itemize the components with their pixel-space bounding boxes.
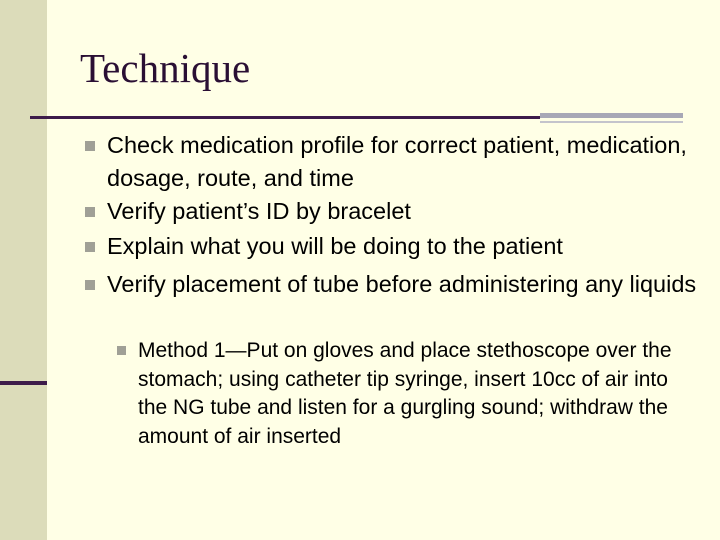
bullet-item bbox=[85, 268, 705, 301]
bullet-item bbox=[85, 129, 705, 195]
square-bullet-icon bbox=[85, 207, 95, 217]
title-divider-accent bbox=[540, 113, 683, 118]
left-accent-bar bbox=[0, 381, 47, 385]
bullet-text: Verify placement of tube before administering any liquids bbox=[107, 271, 697, 297]
bullet-text: Explain what you will be doing to the patient bbox=[107, 233, 563, 259]
bullet-item bbox=[85, 195, 705, 228]
sub-bullet-text: Method 1—Put on gloves and place stethoscope over the stomach; using catheter tip syringe, insert 10cc of air into the NG tube and listen for a gurgling sound; withdraw the amount of air inserted bbox=[138, 339, 672, 448]
title-divider-accent-thin bbox=[540, 121, 683, 123]
bullet-item bbox=[85, 230, 705, 263]
square-bullet-icon bbox=[85, 280, 95, 290]
square-bullet-icon bbox=[85, 141, 95, 151]
title-divider bbox=[30, 116, 540, 119]
sub-bullet-item bbox=[117, 337, 677, 451]
bullet-text: Verify patient’s ID by bracelet bbox=[107, 198, 411, 224]
slide-title: Technique bbox=[80, 45, 251, 91]
square-bullet-icon bbox=[117, 346, 126, 355]
left-decorative-band bbox=[0, 0, 47, 540]
bullet-text: Check medication profile for correct patient, medication, dosage, route, and time bbox=[107, 132, 687, 191]
square-bullet-icon bbox=[85, 242, 95, 252]
